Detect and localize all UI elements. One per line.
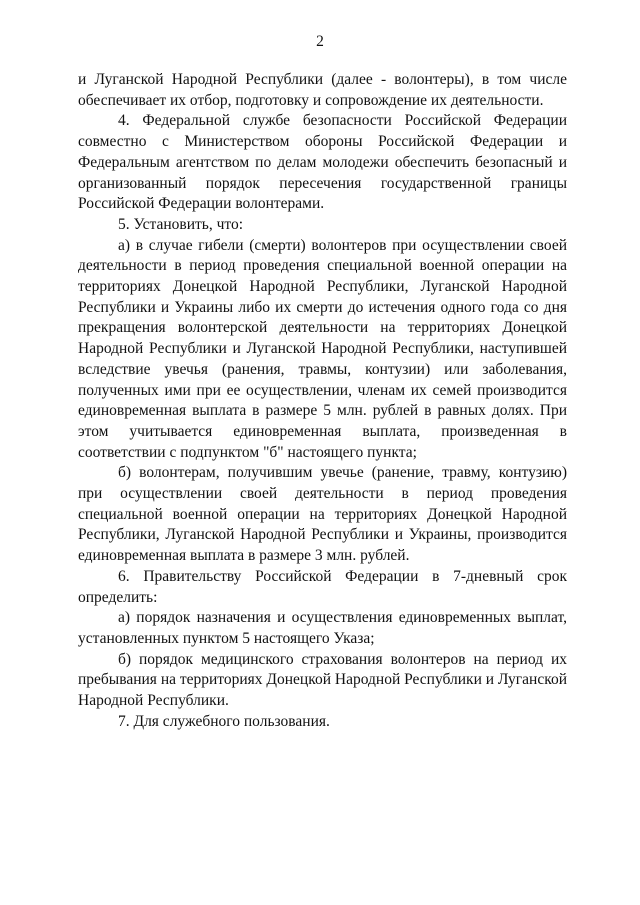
paragraph-item-5a: а) в случае гибели (смерти) волонтеров при осуществлении своей деятельности в период проведения специальной военной операции на территориях Донецкой Народной Республики, Луганской Народной Республики и Украины либо их смерти до истечения одного года со дня прекращения волонтерской деятельности на территориях Донецкой Народной Республики и Луганской Народной Республики, наступившей вследствие увечья (ранения, травмы, контузии) или заболевания, полученных ими при ее осуществлении, членам их семей производится единовременная выплата в размере 5 млн. рублей в равных долях. При этом учитывается единовременная выплата, произведенная в соответствии с подпунктом "б" настоящего пункта; [78,236,567,461]
paragraph-continuation: и Луганской Народной Республики (далее - волонтеры), в том числе обеспечивает их отбор, подготовку и сопровождение их деятельности. [78,71,567,109]
paragraph-item-6b: б) порядок медицинского страхования волонтеров на период их пребывания на территориях Донецкой Народной Республики и Луганской Народной Республики. [78,650,567,710]
paragraph-item-6: 6. Правительству Российской Федерации в 7-дневный срок определить: [78,567,567,606]
paragraph-item-5b: б) волонтерам, получившим увечье (ранение, травму, контузию) при осуществлении своей деятельности в период проведения специальной военной операции на территориях Донецкой Народной Республики, Луганской Народной Республики и Украины, производится единовременная выплата в размере 3 млн. рублей. [78,464,567,565]
paragraph-item-7: 7. Для служебного пользования. [118,712,330,730]
paragraph-item-6a: а) порядок назначения и осуществления единовременных выплат, установленных пунктом 5 настоящего Указа; [78,609,567,647]
paragraph-item-5: 5. Установить, что: [118,215,244,233]
paragraph-item-4: 4. Федеральной службе безопасности Российской Федерации совместно с Министерством обороны Российской Федерации и Федеральным агентством по делам молодежи обеспечить безопасный и организованный порядок пересечения государственной границы Российской Федерации волонтерами. [78,112,567,213]
document-body [78,70,567,733]
page-number: 2 [316,33,324,50]
